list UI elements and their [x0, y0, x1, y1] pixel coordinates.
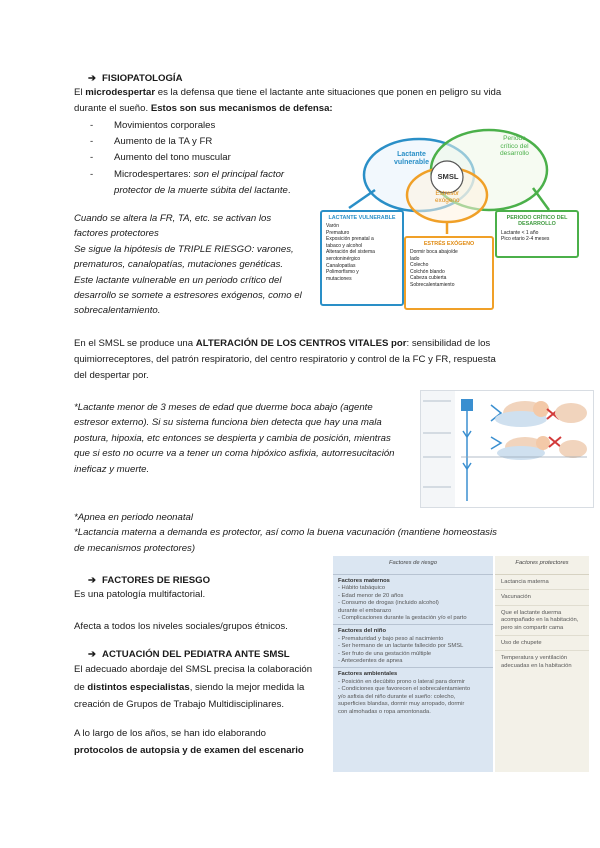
notes-block: *Apnea en periodo neonatal *Lactancia materna a demanda es protector, así como la buena vacunación (mantiene homeostasis de mecanismos protectores): [74, 512, 497, 554]
heading-factores-riesgo: ➔ FACTORES DE RIESGO: [88, 575, 211, 586]
protective-item: Vacunación: [495, 590, 589, 605]
risk-section-environmental: Factores ambientales - Posición en decúbito prono o lateral para dormir - Condiciones que favorecen el sobrecalentamiento y/o asfixia del niño durante el sueño: colecho, superficies blandas, dormir muy arropado, dormir con almohadas o ropa amontonada.: [338, 671, 471, 715]
actuacion-line-4: A lo largo de los años, se han ido elaborando: [74, 728, 267, 739]
protective-item: Temperatura y ventilación adecuadas en la habitación: [501, 655, 572, 669]
vital-centers-line-3: del despertar por.: [74, 370, 149, 381]
vital-centers-line-2: quimiorreceptores, del patrón respiratorio, del centro respiratorio y control de la FC y FR, respuesta: [74, 354, 496, 365]
triple-risk-paragraph: Cuando se altera la FR, TA, etc. se activan los factores protectores Se sigue la hipótesis de TRIPLE RIESGO: varones, prematuros, canalopatías, mutaciones genéticas. Este lactante vulnerable en un periodo crítico del desarrollo se somete a estresores exógenos, como el sobrecalentamiento.: [74, 213, 302, 317]
baby-sleep-svg: [421, 391, 593, 507]
list-item: - Microdespertares: son el principal factor: [90, 168, 285, 180]
intro-line-2: durante el sueño. Estos son sus mecanismos de defensa:: [74, 103, 333, 114]
social-groups-line: Afecta a todos los niveles sociales/grupos étnicos.: [74, 621, 288, 632]
venn-label-stressor: Estresor exógeno: [435, 190, 460, 205]
protective-item: Lactancia materna: [495, 575, 589, 590]
vital-centers-line-1: En el SMSL se produce una ALTERACIÓN DE LOS CENTROS VITALES por: sensibilidad de los: [74, 338, 491, 349]
intro-line-1: El microdespertar es la defensa que tiene el lactante ante situaciones que ponen en peligro su vida: [74, 87, 502, 98]
venn-label-critical: Periodo crítico del desarrollo: [500, 135, 529, 158]
heading-fisiopatologia: ➔ FISIOPATOLOGÍA: [88, 73, 183, 84]
arrow-icon: ➔: [88, 575, 97, 586]
connector-left: [349, 190, 375, 208]
risk-factors-table: [333, 556, 589, 772]
arrow-icon: ➔: [88, 73, 97, 84]
connector-right: [533, 188, 549, 210]
venn-label-vulnerable: Lactante vulnerable: [394, 151, 430, 166]
protective-column-header: Factores protectores: [495, 556, 589, 575]
multifactorial-line: Es una patología multifactorial.: [74, 589, 206, 600]
prone-sleep-paragraph: *Lactante menor de 3 meses de edad que duerme boca abajo (agente estresor externo). Si su sistema funciona bien detecta que hay una mala postura, hipoxia, etc entonces se despierta y cambia de posición, mientras que si esto no ocurre va a tener un coma hipóxico asfixia, autorresucitación ineficaz y muerte.: [74, 402, 395, 475]
risk-section-maternal: Factores maternos - Hábito tabáquico - Edad menor de 20 años - Consumo de drogas (incluido alcohol) durante el embarazo - Complicaciones durante la gestación y/o el parto: [333, 575, 493, 625]
actuacion-line-3: creación de Grupos de Trabajo Multidisciplinares.: [74, 699, 285, 710]
box-periodo-critico: PERIODO CRÍTICO DEL DESARROLLO Lactante < 1 año Pico etario 2-4 meses: [495, 210, 579, 258]
list-item: - Aumento de la TA y FR: [90, 136, 213, 148]
actuacion-line-2: de distintos especialistas, siendo la mejor medida la: [74, 682, 305, 693]
actuacion-line-5: protocolos de autopsia y de examen del escenario: [74, 745, 304, 756]
risk-section-child: Factores del niño - Prematuridad y bajo peso al nacimiento - Ser hermano de un lactante fallecido por SMSL - Ser fruto de una gestación múltiple - Antecedentes de apnea: [333, 625, 493, 668]
actuacion-line-1: El adecuado abordaje del SMSL precisa la colaboración: [74, 664, 313, 675]
risk-column-header: Factores de riesgo: [333, 556, 493, 575]
protective-item: Uso de chupete: [495, 636, 589, 651]
baby-sleep-illustration: [420, 390, 594, 508]
heading-actuacion-pediatra: ➔ ACTUACIÓN DEL PEDIATRA ANTE SMSL: [88, 649, 290, 660]
protective-item: Que el lactante duerma acompañado en la habitación, pero sin compartir cama: [495, 606, 589, 636]
arrow-icon: ➔: [88, 649, 97, 660]
box-lactante-vulnerable: LACTANTE VULNERABLE Varón Prematuro Exposición prenatal a tabaco y alcohol Alteración del sistema serotoninérgico Canalopatías Polimorfismo y mutaciones: [320, 210, 404, 306]
venn-center-label: SMSL: [437, 172, 459, 181]
list-item-continuation: protector de la muerte súbita del lactante.: [114, 184, 291, 196]
protective-column: [495, 556, 589, 772]
defense-list: [90, 118, 291, 199]
list-item: - Aumento del tono muscular: [90, 152, 231, 164]
risk-column: [333, 556, 493, 772]
list-item: - Movimientos corporales: [90, 120, 216, 131]
box-estres-exogeno: ESTRÉS EXÓGENO Dormir boca abajo/de lado Colecho Colchón blando Cabeza cubierta Sobrecalentamiento: [404, 236, 494, 310]
